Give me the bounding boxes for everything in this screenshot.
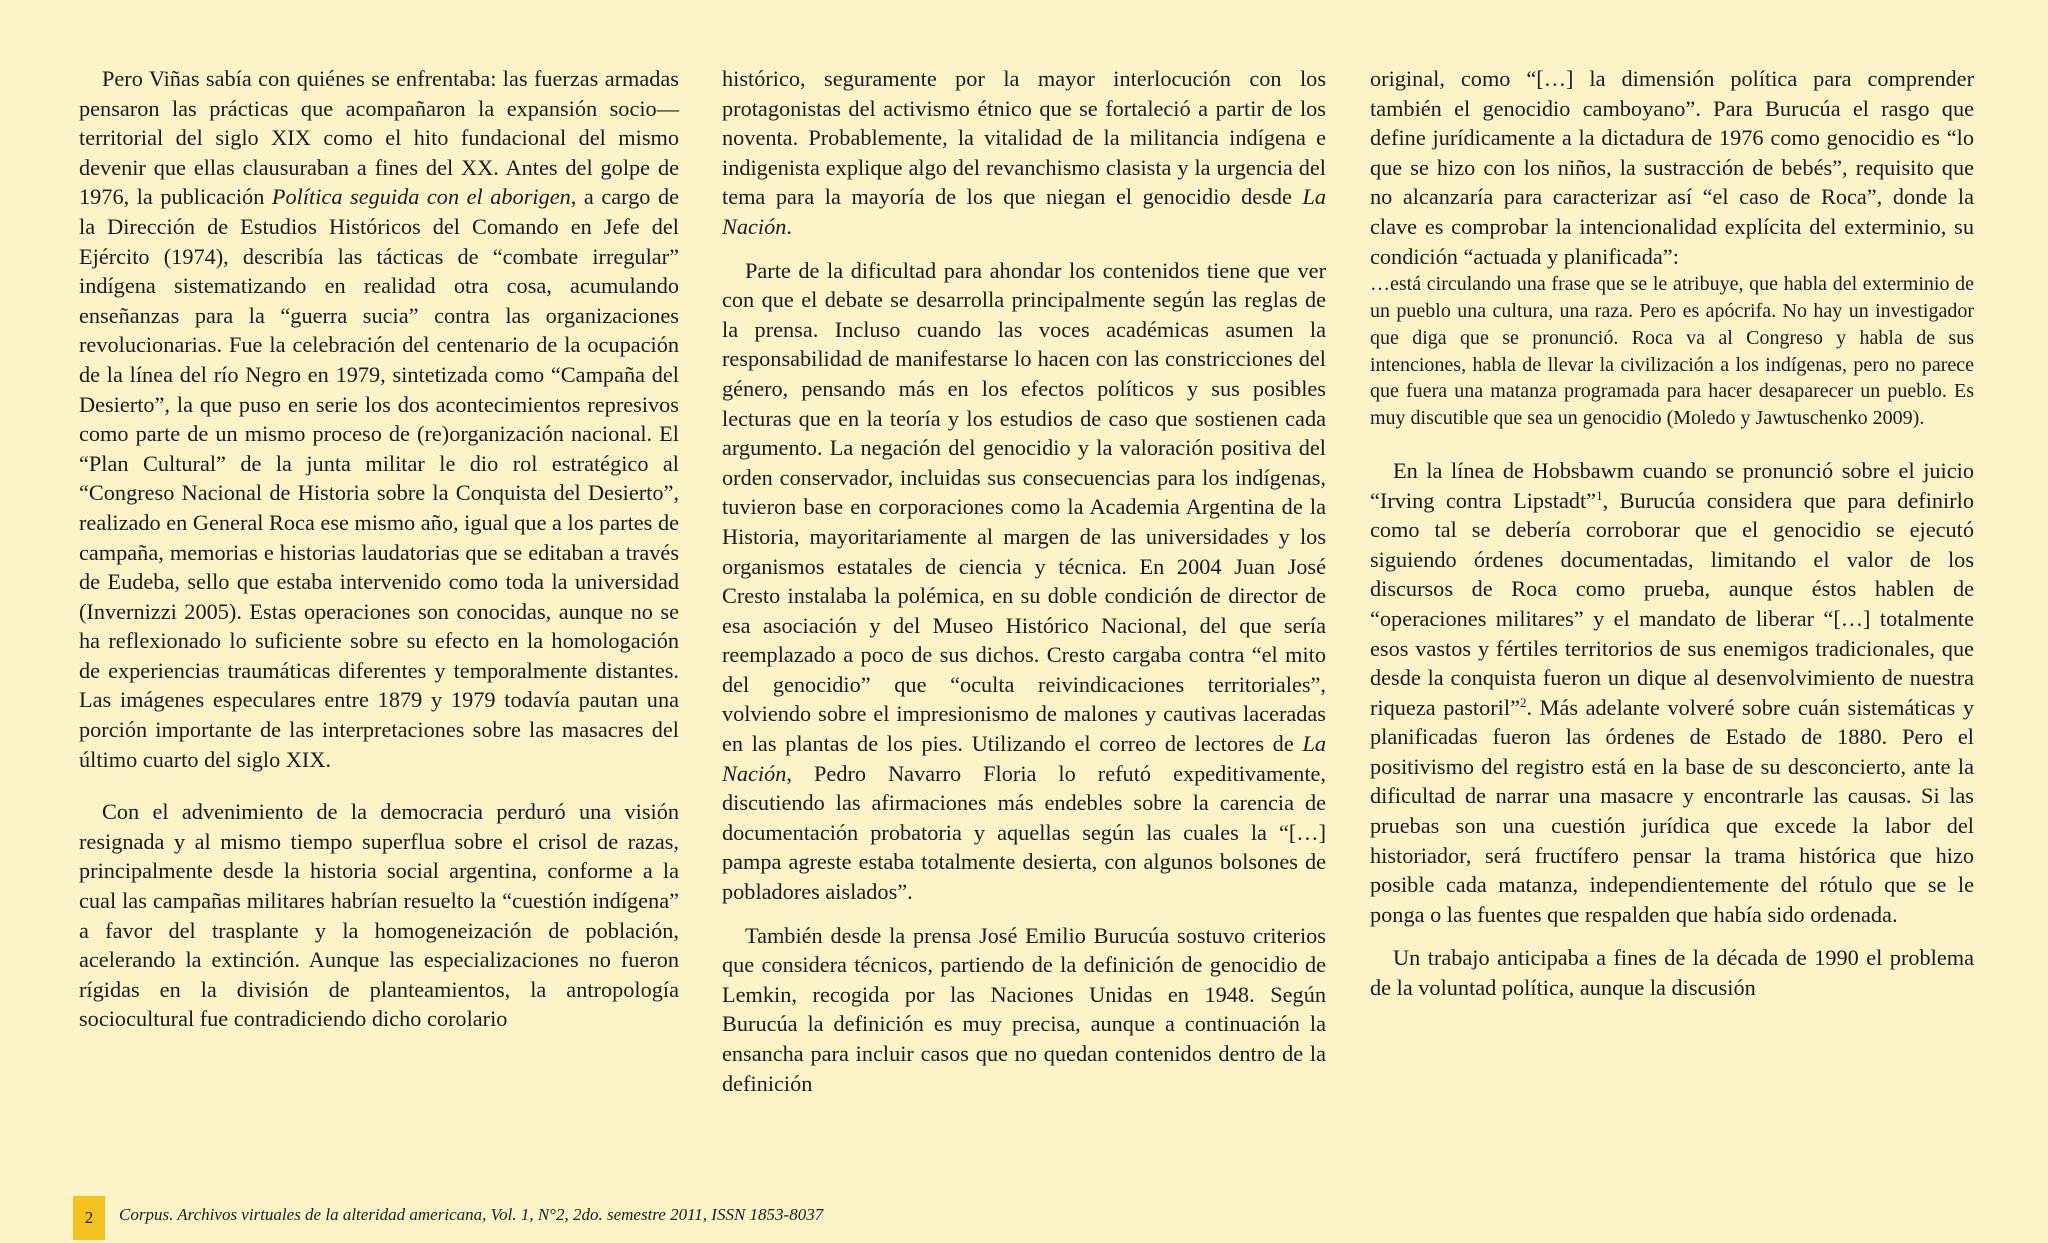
paragraph-continued: [1370, 64, 1974, 271]
italic-title: La Nación: [722, 184, 1326, 239]
text-column-1: [79, 64, 679, 1034]
text-run: En la línea de Hobsbawm cuando se pronunció sobre el juicio “Irving contra Lipstadt”: [1370, 457, 1974, 513]
italic-title: La Nación: [722, 731, 1326, 786]
text-run: , Pedro Navarro Floria lo refutó expeditivamente, discutiendo las afirmaciones más endebles sobre la carencia de documentación probatoria y aquellas según las cuales la “[…] pampa agreste estaba totalmente desierta, con algunos bolsones de pobladores aislados”.: [722, 760, 1326, 905]
text-run: Parte de la dificultad para ahondar los contenidos tiene que ver con que el debate se desarrolla principalmente según las reglas de la prensa. Incluso cuando las voces académicas asumen la responsabilidad de manifestarse lo hacen con las constricciones del género, pensando más en los efectos políticos y sus posibles lecturas que en la teoría y los estudios de caso que sostienen cada argumento. La negación del genocidio y la valoración positiva del orden conservador, incluidas sus consecuencias para los indígenas, tuvieron base en corporaciones como la Academia Argentina de la Historia, mayoritariamente al margen de las universidades y los organismos estatales de ciencia y técnica. En 2004 Juan José Cresto instalaba la polémica, en su doble condición de director de esa asociación y del Museo Histórico Nacional, del que sería reemplazado a poco de sus dichos. Cresto cargaba contra “el mito del genocidio” que “oculta reivindicaciones territoriales”, volviendo sobre el impresionismo de malones y cautivas laceradas en las plantas de los pies. Utilizando el correo de lectores de: [722, 257, 1326, 757]
text-column-3: [1370, 64, 1974, 1003]
footnote-marker: 1: [1596, 487, 1603, 503]
paragraph: [79, 64, 679, 774]
text-run: original, como “[…] la dimensión política para comprender también el genocidio camboyano”. Para Burucúa el rasgo que define jurídicamente a la dictadura de 1976 como genocidio es “lo que se hizo con los niños, la sustracción de bebés”, requisito que no alcanzaría para caracterizar así “el caso de Roca”, donde la clave es comprobar la intencionalidad explícita del exterminio, su condición “actuada y planificada”:: [1370, 66, 1974, 269]
text-run: .: [786, 213, 792, 239]
text-run: , Burucúa considera que para definirlo como tal se debería corroborar que el genocidio se ejecutó siguiendo órdenes documentadas, limitando el valor de los discursos de Roca como prueba, aunque éstos hablen de “operaciones militares” y el mandato de liberar “[…] totalmente esos vastos y fértiles territorios de sus enemigos tradicionales, que desde la conquista fueron un dique al desenvolvimiento de nuestra riqueza pastoril”: [1370, 487, 1975, 720]
text-run: histórico, seguramente por la mayor interlocución con los protagonistas del activismo étnico que se fortaleció a partir de los noventa. Probablemente, la vitalidad de la militancia indígena e indigenista explique algo del revanchismo clasista y la urgencia del tema para la mayoría de los que niegan el genocidio desde: [722, 66, 1326, 210]
paragraph: [722, 256, 1326, 907]
paragraph: [722, 921, 1326, 1099]
text-run: , a cargo de la Dirección de Estudios Históricos del Comando en Jefe del Ejército (1974), describía las tácticas de “combate irregular” indígena sistematizando en realidad otra cosa, acumulando enseñanzas para la “guerra sucia” contra las organizaciones revolucionarias. Fue la celebración del centenario de la ocupación de la línea del río Negro en 1979, sintetizada como “Campaña del Desierto”, la que puso en serie los dos acontecimientos represivos como parte de un mismo proceso de (re)organización nacional. El “Plan Cultural” de la junta militar le dio rol estratégico al “Congreso Nacional de Historia sobre la Conquista del Desierto”, realizado en General Roca ese mismo año, igual que a los partes de campaña, memorias e historias laudatorias que se editaban a través de Eudeba, sello que estaba intervenido como toda la universidad (Invernizzi 2005). Estas operaciones son conocidas, aunque no se ha reflexionado lo suficiente sobre su efecto en la homologación de experiencias traumáticas diferentes y temporalmente distantes. Las imágenes especulares entre 1879 y 1979 todavía pautan una porción importante de las interpretaciones sobre las masacres del último cuarto del siglo XIX.: [79, 184, 680, 772]
text-run: Con el advenimiento de la democracia perduró una visión resignada y al mismo tiempo superflua sobre el crisol de razas, principalmente desde la historia social argentina, conforme a la cual las campañas militares habrían resuelto la “cuestión indígena” a favor del trasplante y la homogeneización de población, acelerando la extinción. Aunque las especializaciones no fueron rígidas en la división de planteamientos, la antropología sociocultural fue contradiciendo dicho corolario: [79, 799, 679, 1032]
paragraph: [79, 797, 679, 1034]
text-run: Un trabajo anticipaba a fines de la década de 1990 el problema de la voluntad política, aunque la discusión: [1370, 945, 1974, 1001]
paragraph: [1370, 943, 1974, 1002]
paragraph: [1370, 456, 1974, 930]
text-column-2: [722, 64, 1326, 1098]
text-run: Pero Viñas sabía con quiénes se enfrentaba: las fuerzas armadas pensaron las prácticas que acompañaron la expansión socio—territorial del siglo XIX como el hito fundacional del mismo devenir que ellas clausuraban a fines del XX. Antes del golpe de 1976, la publicación: [79, 66, 679, 210]
page-number: 2: [73, 1196, 105, 1240]
text-run: …está circulando una frase que se le atribuye, que habla del exterminio de un pueblo una cultura, una raza. Pero es apócrifa. No hay un investigador que diga que se pronunció. Roca va al Congreso y habla de sus intenciones, habla de llevar la civilización a los indígenas, pero no parece que fuera una matanza programada para hacer desaparecer un pueblo. Es muy discutible que sea un genocidio (Moledo y Jawtuschenko 2009).: [1370, 273, 1974, 430]
journal-citation: Corpus. Archivos virtuales de la alteridad americana, Vol. 1, N°2, 2do. semestre 2011, ISSN 1853-8037: [119, 1205, 824, 1224]
paragraph-continued: [722, 64, 1326, 242]
block-quote: [1370, 271, 1974, 432]
page-footer: [73, 1197, 823, 1233]
text-run: También desde la prensa José Emilio Burucúa sostuvo criterios que considera técnicos, partiendo de la definición de genocidio de Lemkin, recogida por las Naciones Unidas en 1948. Según Burucúa la definición es muy precisa, aunque a continuación la ensancha para incluir casos que no quedan contenidos dentro de la definición: [722, 922, 1326, 1096]
footnote-marker: 2: [1519, 694, 1527, 710]
text-run: . Más adelante volveré sobre cuán sistemáticas y planificadas fueron las órdenes de Estado de 1880. Pero el positivismo del registro está en la base de su desconcierto, ante la dificultad de narrar una masacre y encontrarle las causas. Si las pruebas son una cuestión jurídica que excede la labor del historiador, será fructífero pensar la trama histórica que hizo posible cada matanza, independientemente del rótulo que se le ponga o las fuentes que respalden que había sido ordenada.: [1370, 694, 1974, 927]
italic-title: Política seguida con el aborigen: [271, 184, 571, 210]
